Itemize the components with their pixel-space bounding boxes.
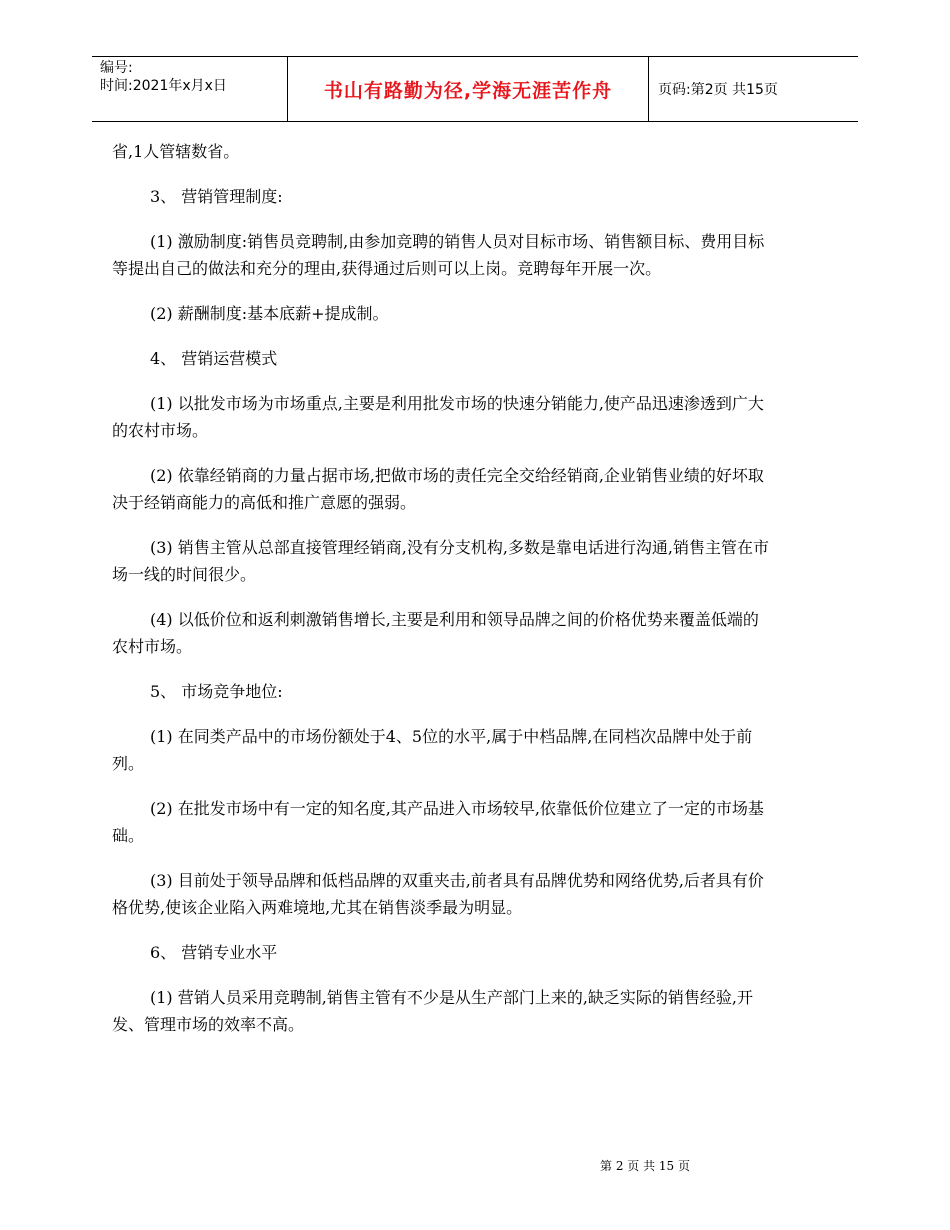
paragraph: (3) 销售主管从总部直接管理经销商,没有分支机构,多数是靠电话进行沟通,销售主管在市场一线的时间很少。 [112, 538, 770, 584]
time-label: 时间:2021年x月x日 [100, 78, 227, 94]
document-body [112, 138, 772, 1056]
paragraph: (2) 在批发市场中有一定的知名度,其产品进入市场较早,依靠低价位建立了一定的市场基础。 [112, 799, 764, 845]
header-motto-cell [287, 57, 649, 121]
header-meta [92, 57, 287, 121]
paragraph: (1) 在同类产品中的市场份额处于4、5位的水平,属于中档品牌,在同档次品牌中处于前列。 [112, 727, 753, 773]
section-heading: 4、 营销运营模式 [150, 349, 278, 368]
paragraph: (3) 目前处于领导品牌和低档品牌的双重夹击,前者具有品牌优势和网络优势,后者具有价格优势,使该企业陷入两难境地,尤其在销售淡季最为明显。 [112, 871, 764, 917]
header-page-cell [648, 57, 868, 121]
page-header [92, 56, 858, 122]
paragraph: (1) 营销人员采用竞聘制,销售主管有不少是从生产部门上来的,缺乏实际的销售经验,开发、管理市场的效率不高。 [112, 988, 754, 1034]
paragraph: (2) 依靠经销商的力量占据市场,把做市场的责任完全交给经销商,企业销售业绩的好坏取决于经销商能力的高低和推广意愿的强弱。 [112, 466, 764, 512]
paragraph: (1) 激励制度:销售员竞聘制,由参加竞聘的销售人员对目标市场、销售额目标、费用目标等提出自己的做法和充分的理由,获得通过后则可以上岗。竞聘每年开展一次。 [112, 232, 765, 278]
motto: 书山有路勤为径,学海无涯苦作舟 [323, 79, 613, 102]
page-info: 页码:第2页 共15页 [658, 82, 778, 98]
number-label: 编号: [100, 60, 133, 76]
section-heading: 6、 营销专业水平 [150, 943, 278, 962]
paragraph: (4) 以低价位和返利刺激销售增长,主要是利用和领导品牌之间的价格优势来覆盖低端的农村市场。 [112, 610, 759, 656]
page-footer: 第 2 页 共 15 页 [600, 1159, 690, 1173]
paragraph: (2) 薪酬制度:基本底薪+提成制。 [150, 304, 389, 323]
section-heading: 5、 市场竞争地位: [150, 682, 283, 701]
section-heading: 3、 营销管理制度: [150, 187, 283, 206]
paragraph: (1) 以批发市场为市场重点,主要是利用批发市场的快速分销能力,使产品迅速渗透到广大的农村市场。 [112, 394, 764, 440]
paragraph: 省,1人管辖数省。 [112, 142, 240, 161]
